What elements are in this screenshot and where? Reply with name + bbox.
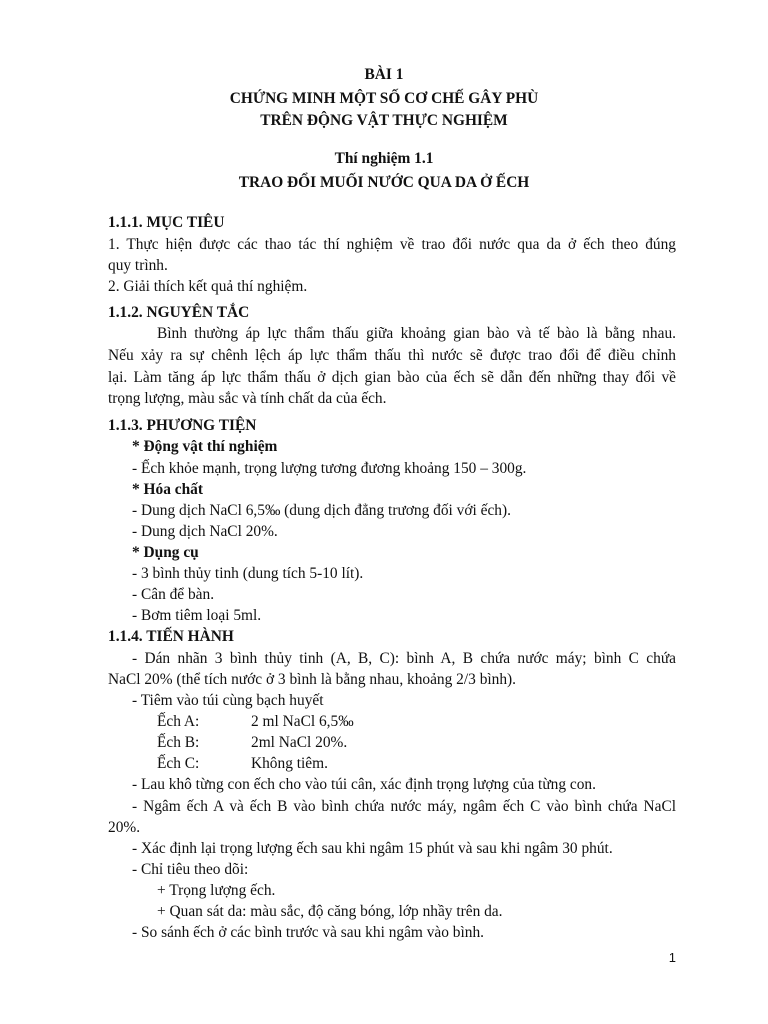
lesson-title-line2: TRÊN ĐỘNG VẬT THỰC NGHIỆM — [260, 112, 508, 129]
procedure-subitem: + Trọng lượng ếch. — [157, 882, 276, 899]
frog-name: Ếch B: — [157, 734, 200, 751]
frog-name: Ếch C: — [157, 755, 200, 772]
materials-item: - Ếch khỏe mạnh, trọng lượng tương đương khoảng 150 – 300g. — [132, 460, 527, 477]
principle-line: lại. Làm tăng áp lực thẩm thấu ở dịch gian bào của ếch sẽ dẫn đến những thay đổi về — [108, 369, 676, 386]
procedure-line: - So sánh ếch ở các bình trước và sau khi ngâm vào bình. — [132, 924, 485, 941]
section-heading-procedure: 1.1.4. TIẾN HÀNH — [108, 628, 234, 645]
page-number: 1 — [668, 950, 676, 965]
procedure-subitem: + Quan sát da: màu sắc, độ căng bóng, lớp nhầy trên da. — [157, 903, 503, 920]
objectives-line: 1. Thực hiện được các thao tác thí nghiệm về trao đổi nước qua da ở ếch theo đúng — [108, 236, 676, 253]
materials-item: - Dung dịch NaCl 6,5‰ (dung dịch đẳng trương đối với ếch). — [132, 502, 511, 519]
materials-subheading: * Hóa chất — [132, 481, 203, 498]
procedure-line: - Dán nhãn 3 bình thủy tinh (A, B, C): bình A, B chứa nước máy; bình C chứa — [132, 650, 676, 667]
procedure-line: - Lau khô từng con ếch cho vào túi cân, xác định trọng lượng của từng con. — [132, 776, 596, 793]
frog-dose: 2 ml NaCl 6,5‰ — [251, 713, 354, 730]
procedure-line: NaCl 20% (thể tích nước ở 3 bình là bằng nhau, khoảng 2/3 bình). — [108, 671, 517, 688]
materials-item: - 3 bình thủy tinh (dung tích 5-10 lít). — [132, 565, 364, 582]
frog-dose: Không tiêm. — [251, 755, 328, 772]
materials-item: - Cân để bàn. — [132, 586, 215, 603]
objectives-line: quy trình. — [108, 257, 168, 274]
procedure-line: - Xác định lại trọng lượng ếch sau khi ngâm 15 phút và sau khi ngâm 30 phút. — [132, 840, 613, 857]
experiment-title: TRAO ĐỔI MUỐI NƯỚC QUA DA Ở ẾCH — [238, 174, 530, 191]
materials-subheading: * Dụng cụ — [132, 544, 199, 561]
principle-line: Bình thường áp lực thẩm thấu giữa khoảng gian bào và tế bào là bằng nhau. — [157, 325, 676, 342]
experiment-number: Thí nghiệm 1.1 — [334, 150, 434, 167]
principle-line: Nếu xảy ra sự chênh lệch áp lực thẩm thấu thì nước sẽ được trao đổi để điều chỉnh — [108, 347, 676, 364]
objectives-line: 2. Giải thích kết quả thí nghiệm. — [108, 278, 308, 295]
procedure-line: - Chỉ tiêu theo dõi: — [132, 861, 249, 878]
materials-item: - Dung dịch NaCl 20%. — [132, 523, 278, 540]
section-heading-objectives: 1.1.1. MỤC TIÊU — [108, 214, 225, 231]
materials-item: - Bơm tiêm loại 5ml. — [132, 607, 262, 624]
section-heading-principle: 1.1.2. NGUYÊN TẮC — [108, 304, 250, 321]
procedure-line: - Tiêm vào túi cùng bạch huyết — [132, 692, 324, 709]
frog-dose: 2ml NaCl 20%. — [251, 734, 348, 751]
procedure-line: - Ngâm ếch A và ếch B vào bình chứa nước máy, ngâm ếch C vào bình chứa NaCl — [132, 798, 676, 815]
lesson-number: BÀI 1 — [364, 66, 404, 83]
materials-subheading: * Động vật thí nghiệm — [132, 438, 278, 455]
procedure-line: 20%. — [108, 819, 141, 836]
principle-line: trọng lượng, màu sắc và tính chất da của ếch. — [108, 390, 387, 407]
lesson-title-line1: CHỨNG MINH MỘT SỐ CƠ CHẾ GÂY PHÙ — [229, 90, 539, 107]
section-heading-materials: 1.1.3. PHƯƠNG TIỆN — [108, 417, 257, 434]
frog-name: Ếch A: — [157, 713, 200, 730]
